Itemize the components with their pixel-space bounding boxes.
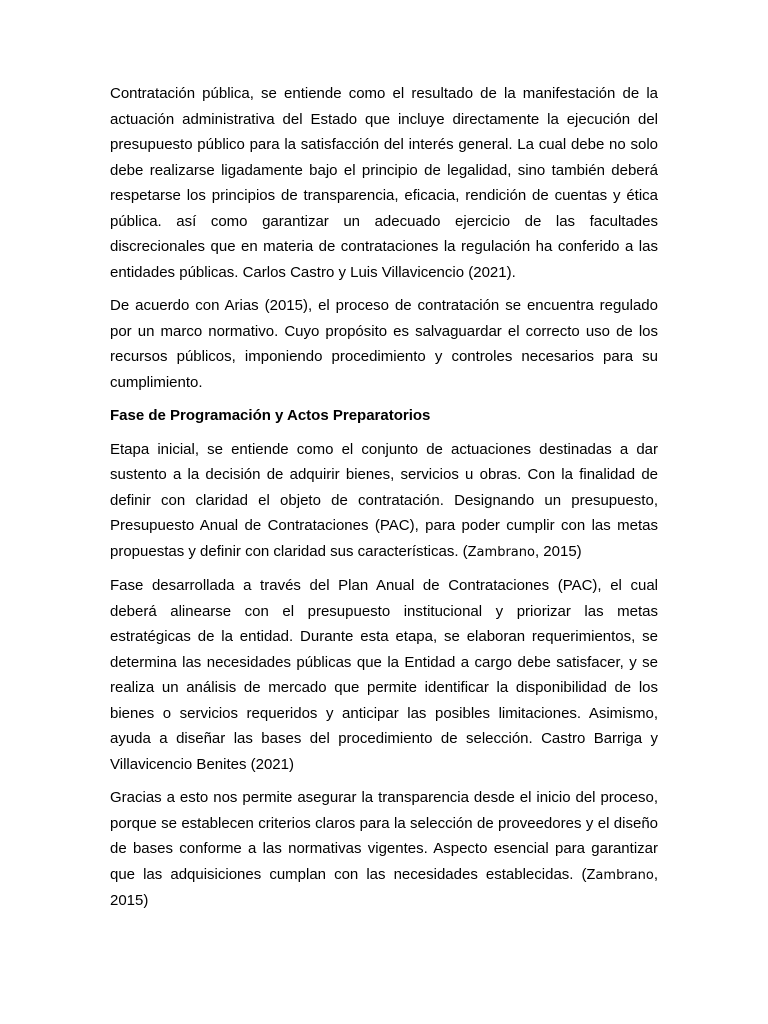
citation-year: , 2015) [534, 542, 582, 560]
paragraph-fase-desarrollada: Fase desarrollada a través del Plan Anual de Contrataciones (PAC), el cual deberá alinearse con el presupuesto institucional y priorizar las metas estratégicas de la entidad. Durante esta etapa, se elaboran requerimientos, se determina las necesidades públicas que la Entidad a cargo debe satisfacer, y se realiza un análisis de mercado que permite identificar la disponibilidad de los bienes o servicios requeridos y anticipar las posibles limitaciones. Asimismo, ayuda a diseñar las bases del procedimiento de selección. Castro Barriga y Villavicencio Benites (2021) [110, 577, 658, 773]
citation-year: , 2015) [110, 865, 658, 909]
paragraph-text: Gracias a esto nos permite asegurar la transparencia desde el inicio del proceso, porque se establecen criterios claros para la selección de proveedores y el diseño de bases conforme a las normativas vigentes. Aspecto esencial para garantizar que las adquisiciones cumplan con las necesidades establecidas. ( [110, 789, 658, 883]
citation-author: Zambrano [586, 867, 654, 883]
paragraph-arias-marco-normativo: De acuerdo con Arias (2015), el proceso de contratación se encuentra regulado por un marco normativo. Cuyo propósito es salvaguardar el correcto uso de los recursos públicos, imponiendo procedimiento y controles necesarios para su cumplimiento. [110, 297, 658, 391]
section-heading-programacion: Fase de Programación y Actos Preparatorios [110, 407, 431, 424]
paragraph-transparencia [110, 785, 658, 914]
citation-author: Zambrano [467, 544, 535, 560]
paragraph-contratacion-publica: Contratación pública, se entiende como el resultado de la manifestación de la actuación administrativa del Estado que incluye directamente la ejecución del presupuesto público para la satisfacción del interés general. La cual debe no solo debe realizarse ligadamente bajo el principio de legalidad, sino también deberá respetarse los principios de transparencia, eficacia, rendición de cuentas y ética pública. así como garantizar un adecuado ejercicio de las facultades discrecionales que en materia de contrataciones la regulación ha conferido a las entidades públicas. Carlos Castro y Luis Villavicencio (2021). [110, 85, 658, 281]
paragraph-text: Etapa inicial, se entiende como el conjunto de actuaciones destinadas a dar sustento a la decisión de adquirir bienes, servicios u obras. Con la finalidad de definir con claridad el objeto de contratación. Designando un presupuesto, Presupuesto Anual de Contrataciones (PAC), para poder cumplir con las metas propuestas y definir con claridad sus características. ( [110, 440, 658, 560]
paragraph-etapa-inicial [110, 437, 658, 566]
